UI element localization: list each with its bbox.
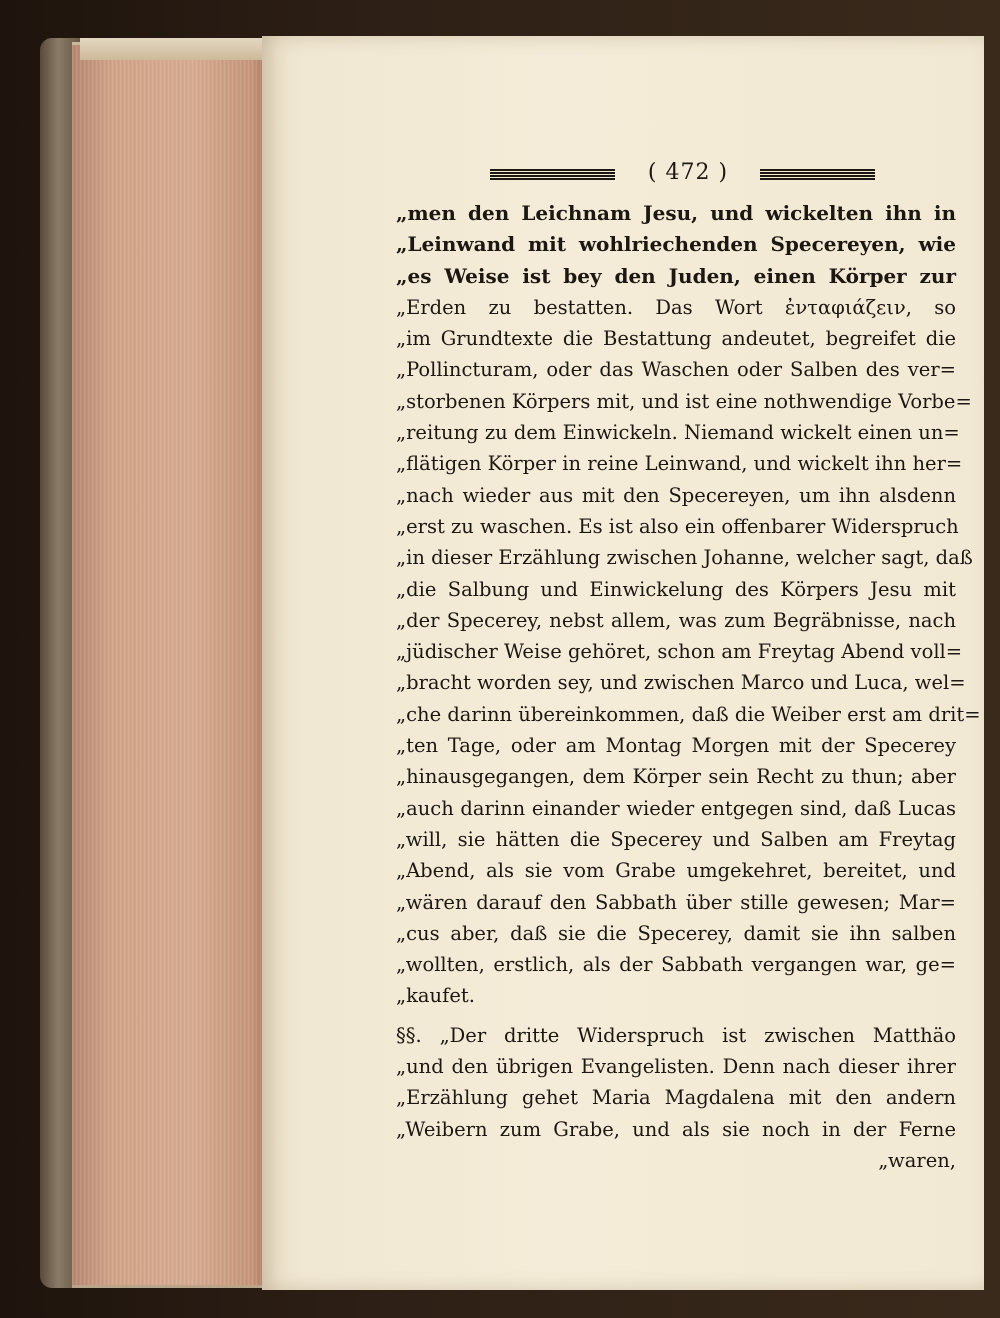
text-line: „wären darauf den Sabbath über stille gewesen; Mar= [396, 890, 956, 914]
text-line: „erst zu waschen. Es ist also ein offenbarer Widerspruch [396, 514, 959, 538]
text-line: „cus aber, daß sie die Specerey, damit sie ihn salben [396, 921, 956, 945]
page-edges-top [80, 38, 270, 60]
text-line: „wollten, erstlich, als der Sabbath vergangen war, ge= [396, 953, 956, 977]
text-line: „und den übrigen Evangelisten. Denn nach dieser ihrer [396, 1055, 956, 1079]
text-line: „reitung zu dem Einwickeln. Niemand wickelt einen un= [396, 421, 960, 445]
ornamental-rule-left [490, 169, 615, 181]
text-line: „Abend, als sie vom Grabe umgekehret, bereitet, und [396, 859, 956, 883]
text-line: „in dieser Erzählung zwischen Johanne, welcher sagt, daß [396, 546, 973, 570]
text-line: „flätigen Körper in reine Leinwand, und wickelt ihn her= [396, 452, 963, 476]
page-edges [72, 42, 272, 1288]
text-line: „men den Leichnam Jesu, und wickelten ihn in [396, 201, 956, 225]
text-line: „Pollincturam, oder das Waschen oder Salben des ver= [396, 358, 956, 382]
text-line: „es Weise ist bey den Juden, einen Körper zur [396, 263, 956, 288]
text-line: „will, sie hätten die Specerey und Salben am Freytag [396, 827, 956, 851]
text-line: „kaufet. [396, 984, 475, 1008]
text-line: „che darinn übereinkommen, daß die Weiber erst am drit= [396, 702, 981, 726]
text-line: §§. „Der dritte Widerspruch ist zwischen Matthäo [396, 1023, 956, 1047]
text-line: „ten Tage, oder am Montag Morgen mit der Specerey [396, 734, 956, 758]
text-line: „Erzählung gehet Maria Magdalena mit den andern [396, 1086, 956, 1110]
text-line: „nach wieder aus mit den Specereyen, um ihn alsdenn [396, 483, 956, 507]
text-line: „jüdischer Weise gehöret, schon am Freytag Abend voll= [396, 640, 963, 664]
text-line: „Leinwand mit wohlriechenden Specereyen, wie [396, 232, 956, 257]
text-line: „bracht worden sey, und zwischen Marco und Luca, wel= [396, 671, 966, 695]
body-text [396, 198, 981, 1176]
text-line: „auch darinn einander wieder entgegen sind, daß Lucas [396, 796, 956, 820]
text-line: „im Grundtexte die Bestattung andeutet, begreifet die [396, 327, 956, 351]
text-line: „hinausgegangen, dem Körper sein Recht zu thun; aber [396, 765, 956, 789]
text-line: „Weibern zum Grabe, und als sie noch in der Ferne [396, 1117, 956, 1141]
text-line: „waren, [878, 1148, 956, 1172]
text-line: „die Salbung und Einwickelung des Körpers Jesu mit [396, 577, 956, 601]
ornamental-rule-right [760, 169, 875, 181]
text-line: „der Specerey, nebst allem, was zum Begräbnisse, nach [396, 608, 956, 632]
text-line: „Erden zu bestatten. Das Wort ἐνταφιάζειν, so [396, 295, 956, 319]
page-number: ( 472 ) [647, 160, 729, 185]
text-line: „storbenen Körpers mit, und ist eine nothwendige Vorbe= [396, 389, 972, 413]
running-head [490, 160, 875, 190]
